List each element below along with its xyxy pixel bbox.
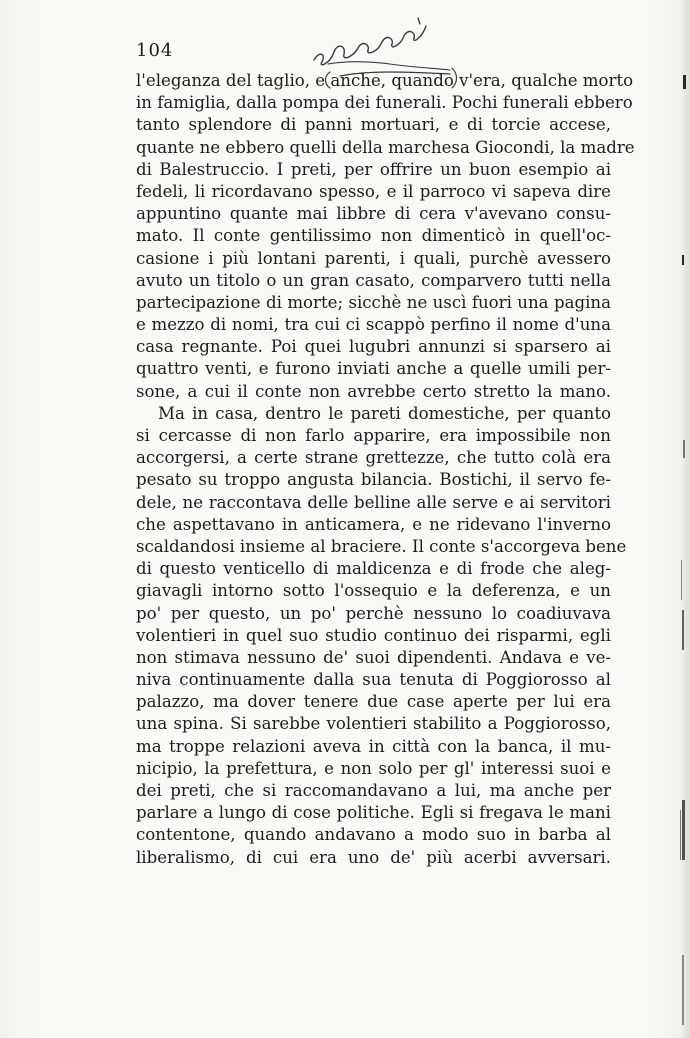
text-line: quattro venti, e furono inviati anche a quelle umili per- (136, 359, 611, 379)
text-line: l'eleganza del taglio, e anche, quando v'era, qualche morto (136, 71, 634, 90)
text-line: mato. Il conte gentilissimo non dimenticò in quell'oc- (136, 226, 611, 246)
text-line: non stimava nessuno de' suoi dipendenti. Andava e ve- (136, 647, 611, 667)
scan-artifact (682, 255, 684, 265)
text-line: dei preti, che si raccomandavano a lui, ma anche per (136, 781, 611, 800)
text-line: volentieri in quel suo studio continuo dei risparmi, egli (136, 625, 611, 645)
text-line: contentone, quando andavano a modo suo in barba al (136, 825, 611, 845)
text-line: di questo venticello di maldicenza e di frode che aleg- (136, 559, 611, 579)
text-line: palazzo, ma dover tenere due case aperte per lui era (136, 692, 611, 712)
body-text (136, 70, 635, 869)
text-line: casione i più lontani parenti, i quali, purchè avessero (136, 248, 611, 268)
text-line: po' per questo, un po' perchè nessuno lo coadiuvava (136, 603, 611, 623)
text-line: di Balestruccio. I preti, per offrire un buon esempio ai (136, 159, 611, 179)
scan-artifact (682, 955, 684, 1025)
text-line: appuntino quante mai libbre di cera v'avevano consu- (136, 204, 611, 224)
text-line: che aspettavano in anticamera, e ne ridevano l'inverno (136, 514, 611, 534)
text-line: avuto un titolo o un gran casato, comparvero tutti nella (136, 270, 611, 290)
text-line: in famiglia, dalla pompa dei funerali. Pochi funerali ebbero (136, 93, 633, 113)
scan-artifact (683, 75, 686, 89)
text-line: sone, a cui il conte non avrebbe certo stretto la mano. (136, 381, 611, 401)
text-line: parlare a lungo di cose politiche. Egli si fregava le mani (136, 803, 611, 823)
text-line: liberalismo, di cui era uno de' più acerbi avversari. (136, 847, 611, 867)
text-line: Ma in casa, dentro le pareti domestiche, per quanto (158, 403, 611, 423)
scan-artifact (682, 800, 685, 860)
text-line: una spina. Si sarebbe volentieri stabilito a Poggiorosso, (136, 714, 611, 734)
text-line: accorgersi, a certe strane grettezze, che tutto colà era (136, 448, 611, 468)
text-line: tanto splendore di panni mortuari, e di torcie accese, (136, 115, 611, 135)
text-line: giavagli intorno sotto l'ossequio e la deferenza, e un (136, 581, 611, 601)
scan-artifact (680, 810, 681, 860)
text-line: dele, ne raccontava delle belline alle serve e ai servitori (136, 492, 611, 512)
text-line: quante ne ebbero quelli della marchesa Giocondi, la madre (136, 137, 635, 157)
scan-artifact (682, 610, 684, 650)
text-line: niva continuamente dalla sua tenuta di Poggiorosso al (136, 670, 611, 690)
scan-artifact (681, 560, 682, 600)
scan-artifact (683, 440, 685, 458)
page-edge-shadow (680, 0, 690, 1038)
text-line: fedeli, li ricordavano spesso, e il parroco vi sapeva dire (136, 181, 611, 201)
text-line: ma troppe relazioni aveva in città con la banca, il mu- (136, 736, 611, 756)
text-line: casa regnante. Poi quei lugubri annunzi si sparsero ai (136, 337, 611, 357)
text-line: si cercasse di non farlo apparire, era impossibile non (136, 426, 611, 445)
page-number: 104 (136, 40, 174, 61)
text-line: partecipazione di morte; sicchè ne uscì fuori una pagina (136, 292, 611, 312)
text-line: pesato su troppo angusta bilancia. Bostichi, il servo fe- (136, 470, 611, 490)
text-line: nicipio, la prefettura, e non solo per gl' interessi suoi e (136, 758, 611, 778)
text-line: scaldandosi insieme al braciere. Il conte s'accorgeva bene (136, 536, 627, 556)
text-line: e mezzo di nomi, tra cui ci scappò perfino il nome d'una (136, 315, 611, 335)
